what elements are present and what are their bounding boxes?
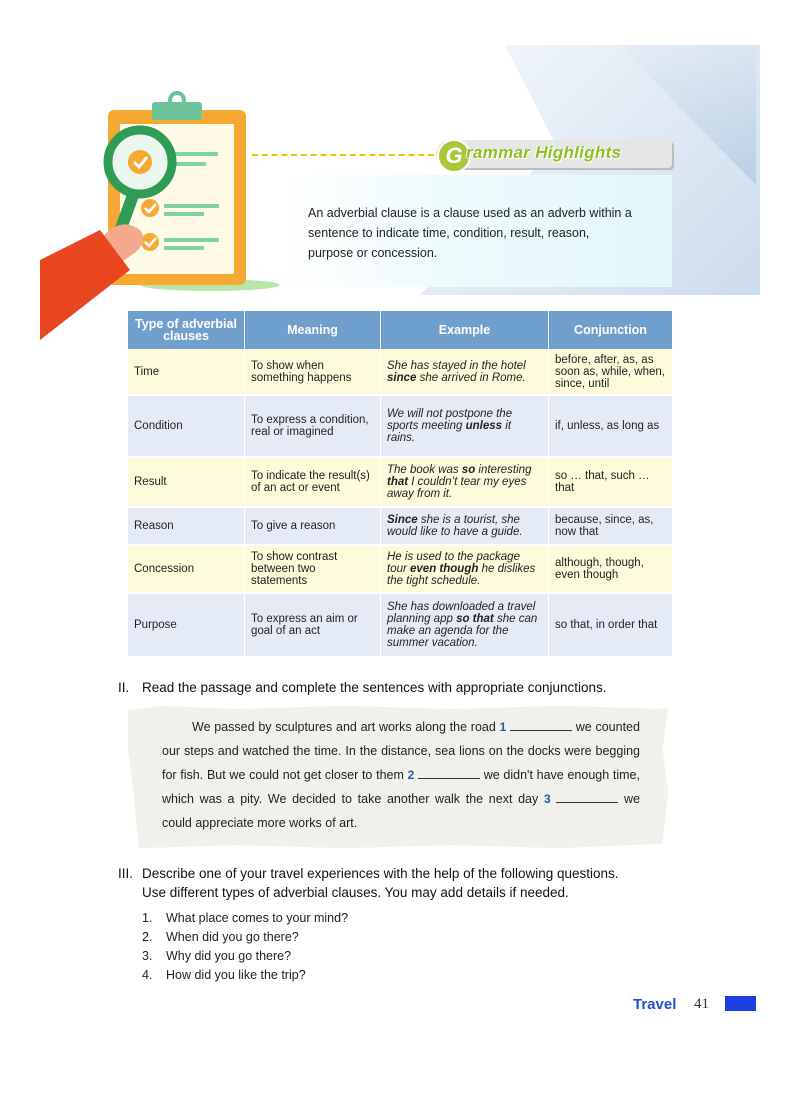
section-3-number: III.	[118, 866, 134, 881]
section-3-title: Describe one of your travel experiences with the help of the following questions.	[142, 866, 619, 881]
col-header-conjunction: Conjunction	[549, 311, 673, 349]
blank-number: 1	[499, 720, 507, 734]
check-icon	[141, 199, 159, 217]
cell-conjunction: so … that, such … that	[549, 457, 673, 507]
table-row	[128, 395, 673, 457]
cell-meaning: To show contrast between two statements	[245, 545, 381, 593]
cell-type: Concession	[128, 545, 245, 593]
section-3-title-2: Use different types of adverbial clauses. You may add details if needed.	[142, 885, 569, 900]
table-row	[128, 507, 673, 545]
section-2-title: Read the passage and complete the sentences with appropriate conjunctions.	[142, 680, 607, 695]
cell-type: Time	[128, 349, 245, 395]
blank-1[interactable]	[510, 718, 572, 731]
cell-example: She has downloaded a travel planning app so that she can make an agenda for the summer vacation.	[381, 593, 549, 657]
cell-type: Purpose	[128, 593, 245, 657]
clipboard-clip	[152, 102, 202, 120]
cell-conjunction: although, though, even though	[549, 545, 673, 593]
table-row	[128, 457, 673, 507]
col-header-type: Type of adverbial clauses	[128, 311, 245, 349]
section-2-number: II.	[118, 680, 130, 695]
cell-conjunction: if, unless, as long as	[549, 395, 673, 457]
cell-meaning: To show when something happens	[245, 349, 381, 395]
list-item: 3. Why did you go there?	[142, 949, 292, 963]
cell-example: We will not postpone the sports meeting unless it rains.	[381, 395, 549, 457]
col-header-example: Example	[381, 311, 549, 349]
cell-type: Result	[128, 457, 245, 507]
table-row	[128, 545, 673, 593]
question-list	[142, 909, 348, 985]
cell-conjunction: so that, in order that	[549, 593, 673, 657]
cell-example: Since she is a tourist, she would like to have a guide.	[381, 507, 549, 545]
page-number: 41	[694, 996, 709, 1012]
cell-type: Condition	[128, 395, 245, 457]
col-header-meaning: Meaning	[245, 311, 381, 349]
footer-bar	[725, 996, 756, 1011]
banner-title: rammar Highlights	[466, 143, 622, 162]
cell-meaning: To express a condition, real or imagined	[245, 395, 381, 457]
cell-meaning: To indicate the result(s) of an act or event	[245, 457, 381, 507]
section-3-heading	[118, 864, 619, 902]
blank-number: 3	[543, 792, 551, 806]
intro-text: An adverbial clause is a clause used as an adverb within a sentence to indicate time, condition, result, reason, purpose or concession.	[308, 206, 632, 260]
cell-conjunction: before, after, as, as soon as, while, when, since, until	[549, 349, 673, 395]
check-icon	[128, 150, 152, 174]
cell-example: The book was so interesting that I couldn’t tear my eyes away from it.	[381, 457, 549, 507]
banner-letter: G	[437, 139, 471, 173]
list-item: 2. When did you go there?	[142, 930, 299, 944]
passage: We passed by sculptures and art works along the road 1 we counted our steps and watched the time. In the distance, sea lions on the docks were begging for fish. But we could not get closer to them 2 we didn't have enough time, which was a pity. We decided to take another walk the next day 3 we could appreciate more works of art.	[162, 720, 640, 830]
section-2-heading	[118, 678, 607, 697]
blank-3[interactable]	[556, 790, 618, 803]
footer-unit-name: Travel	[633, 996, 677, 1013]
adverbial-clause-table	[128, 311, 673, 658]
list-item: 4. How did you like the trip?	[142, 968, 306, 982]
list-item: 1. What place comes to your mind?	[142, 911, 349, 925]
cell-meaning: To give a reason	[245, 507, 381, 545]
blank-2[interactable]	[418, 766, 480, 779]
cell-type: Reason	[128, 507, 245, 545]
dashed-connector	[252, 154, 434, 156]
cell-example: He is used to the package tour even though he dislikes the tight schedule.	[381, 545, 549, 593]
table-row	[128, 349, 673, 395]
cell-conjunction: because, since, as, now that	[549, 507, 673, 545]
table-row	[128, 593, 673, 657]
check-icon	[141, 233, 159, 251]
cell-example: She has stayed in the hotel since she arrived in Rome.	[381, 349, 549, 395]
table-header-row	[128, 311, 673, 349]
cell-meaning: To express an aim or goal of an act	[245, 593, 381, 657]
clipboard-magnifier-illustration	[40, 90, 280, 340]
blank-number: 2	[407, 768, 415, 782]
